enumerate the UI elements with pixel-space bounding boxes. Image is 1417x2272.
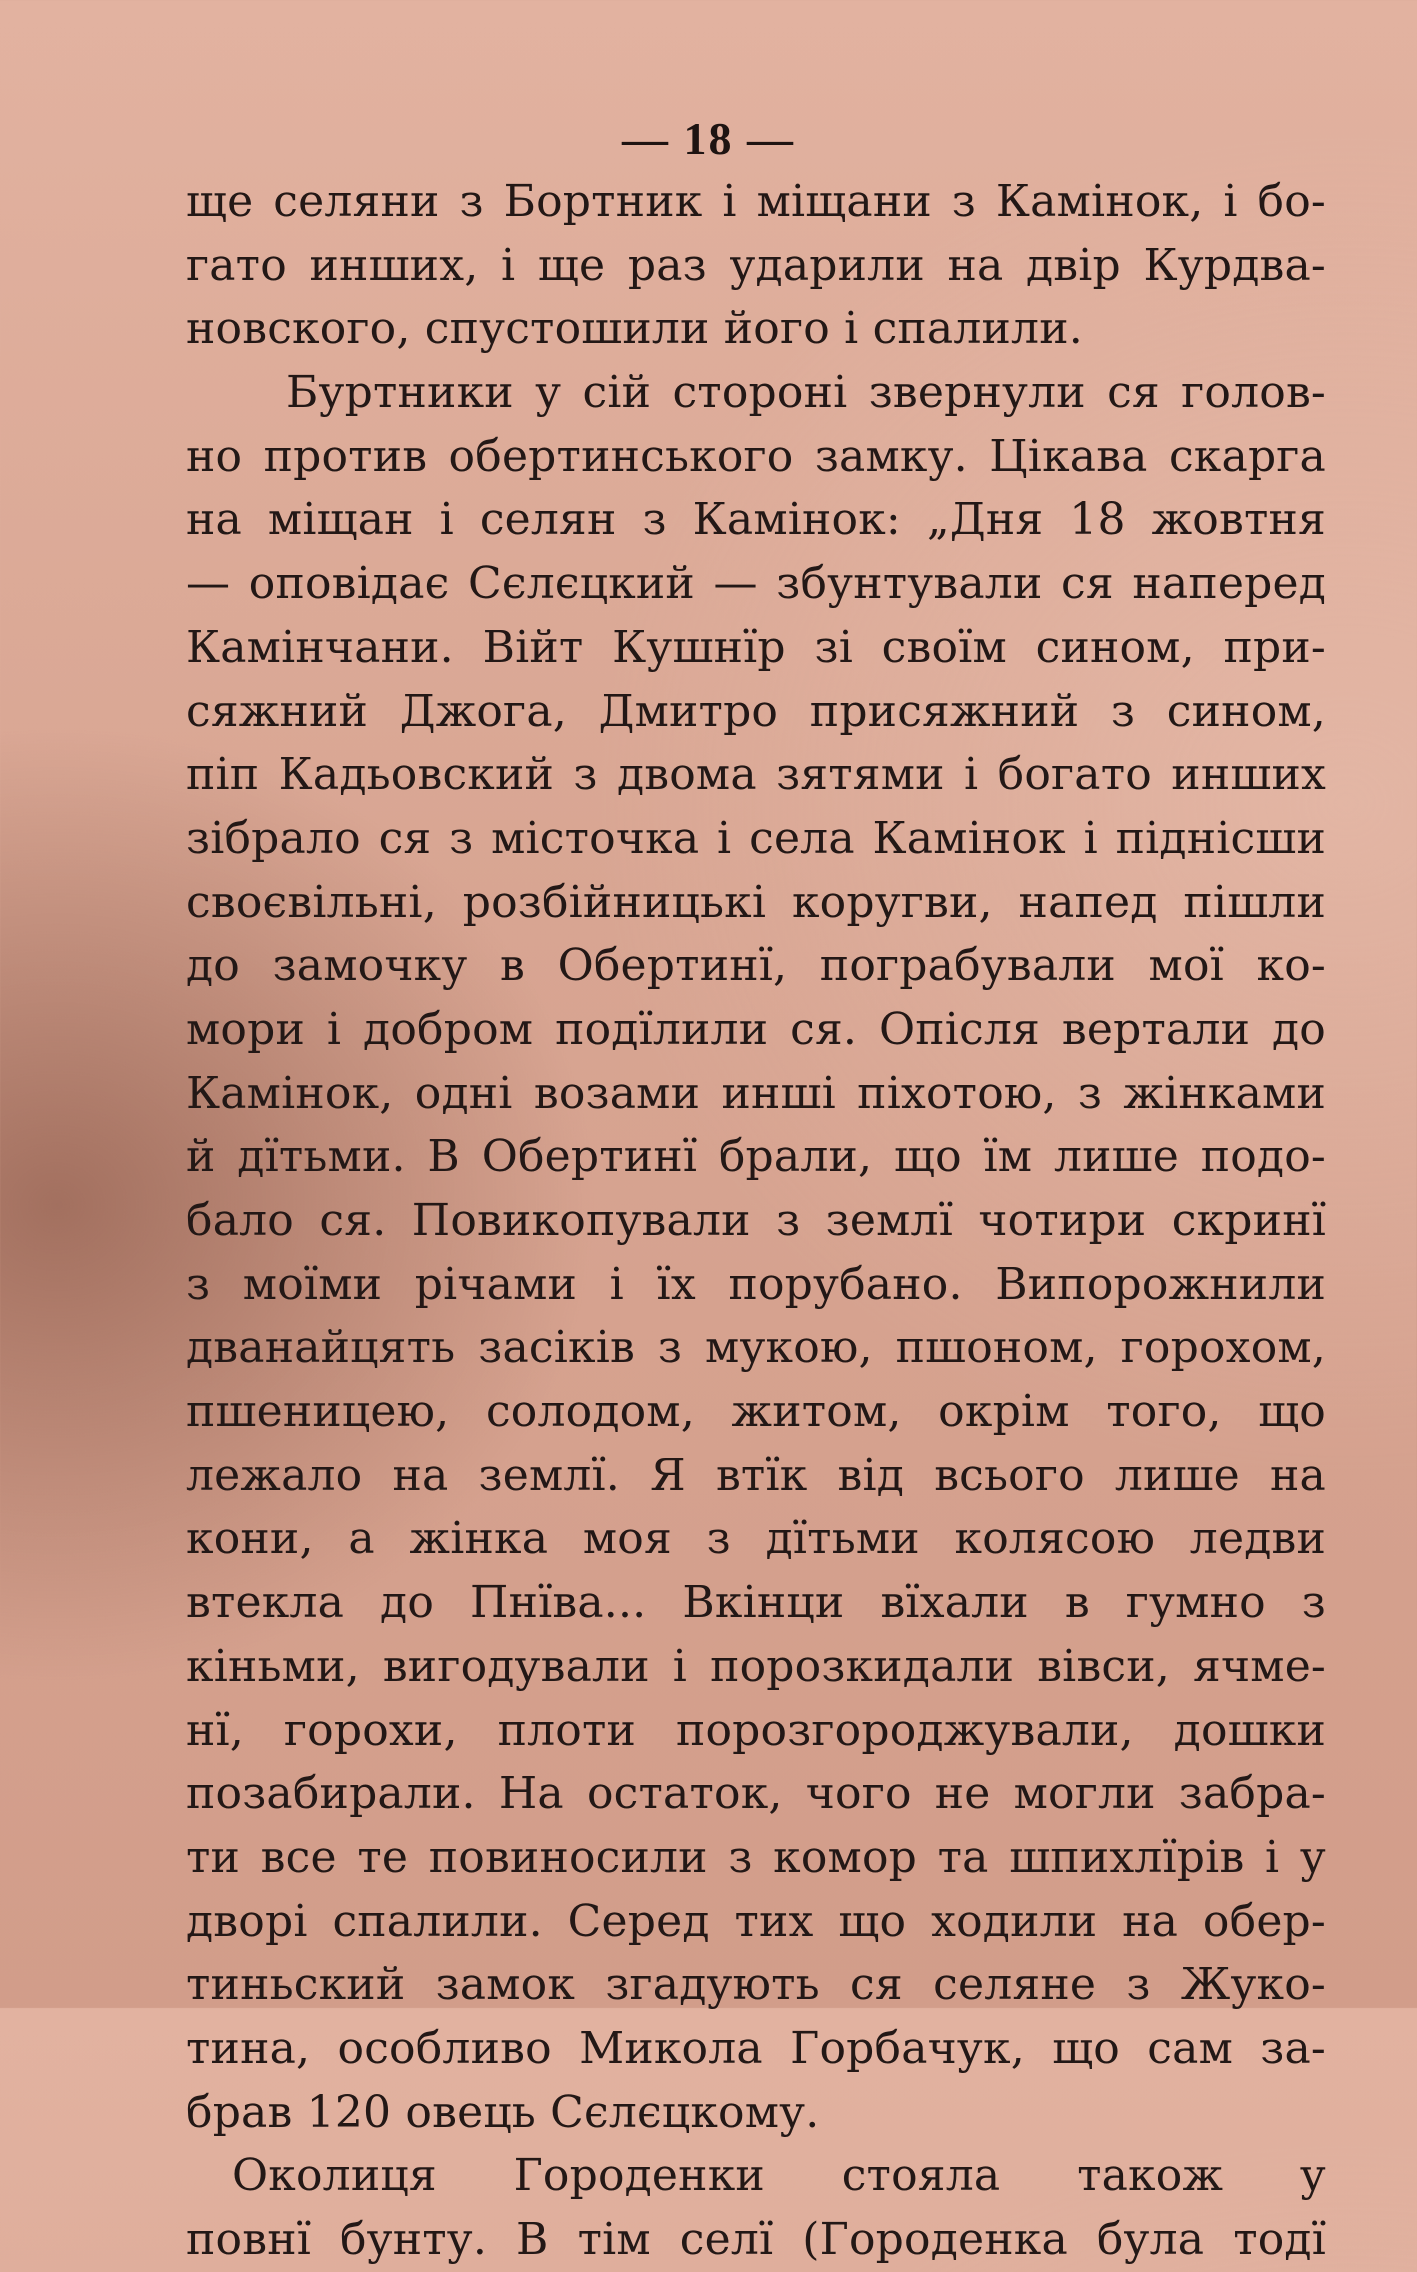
text-line: піп Кадьовский з двома зятями і богато инших [186, 749, 1326, 801]
page-number: — 18 — [622, 113, 795, 164]
text-line: гато инших, і ще раз ударили на двір Курдва- [186, 239, 1326, 291]
text-line: на міщан і селян з Камінок: „Дня 18 жовтня [186, 494, 1326, 546]
text-line: сяжний Джога, Дмитро присяжний з сином, [186, 685, 1326, 737]
text-line: втекла до Пнїва... Вкінци вїхали в гумно з [186, 1577, 1326, 1629]
body-text [186, 170, 1326, 2272]
text-line: но против обертинського замку. Цікава скарга [186, 430, 1326, 482]
text-line: кіньми, вигодували і порозкидали вівси, ячме- [186, 1640, 1326, 1692]
text-line: ще селяни з Бортник і міщани з Камінок, і бо- [186, 176, 1326, 227]
text-line: своєвільні, розбійницькі коругви, напед пішли [186, 876, 1326, 928]
text-line: тиньский замок згадують ся селяне з Жуко- [186, 1959, 1326, 2011]
text-line: з моїми річами і їх порубано. Випорожнили [186, 1258, 1326, 1310]
text-line: Околиця Городенки стояла також у [232, 2150, 1326, 2202]
text-line: нї, горохи, плоти порозгороджували, дошки [186, 1704, 1326, 1756]
text-line: позабирали. На остаток, чого не могли забра- [186, 1768, 1326, 1820]
text-line: повнї бунту. В тім селї (Городенка була тодї [186, 2214, 1326, 2265]
text-line: тина, особливо Микола Горбачук, що сам за- [186, 2022, 1326, 2074]
text-line: дванайцять засіків з мукою, пшоном, горохом, [186, 1322, 1326, 1374]
text-line: зібрало ся з місточка і села Камінок і піднісши [186, 812, 1326, 864]
text-line: до замочку в Обертинї, пограбували мої ко- [186, 940, 1326, 992]
text-line: Камінчани. Війт Кушнїр зі своїм сином, при- [186, 621, 1326, 673]
text-line: — оповідає Сєлєцкий — збунтували ся наперед [186, 558, 1326, 610]
text-line: Буртники у сій стороні звернули ся голов- [286, 367, 1326, 419]
text-line: кони, а жінка моя з дїтьми колясою ледви [186, 1513, 1326, 1565]
text-line: лежало на землї. Я втїк від всього лише на [186, 1449, 1326, 1501]
text-line: ти все те повиносили з комор та шпихлїрів і у [186, 1831, 1326, 1883]
text-line: мори і добром подїлили ся. Опісля вертали до [186, 1003, 1326, 1055]
text-line: дворі спалили. Серед тих що ходили на обер- [186, 1895, 1326, 1947]
text-line: Камінок, одні возами инші піхотою, з жінками [186, 1067, 1326, 1119]
text-line: бало ся. Повикопували з землї чотири скринї [186, 1195, 1326, 1246]
text-line: пшеницею, солодом, житом, окрім того, що [186, 1386, 1326, 1438]
text-line: новского, спустошили його і спалили. [186, 303, 1083, 355]
text-line: брав 120 овець Сєлєцкому. [186, 2086, 820, 2138]
text-line: й дїтьми. В Обертинї брали, що їм лише подо- [186, 1131, 1326, 1183]
